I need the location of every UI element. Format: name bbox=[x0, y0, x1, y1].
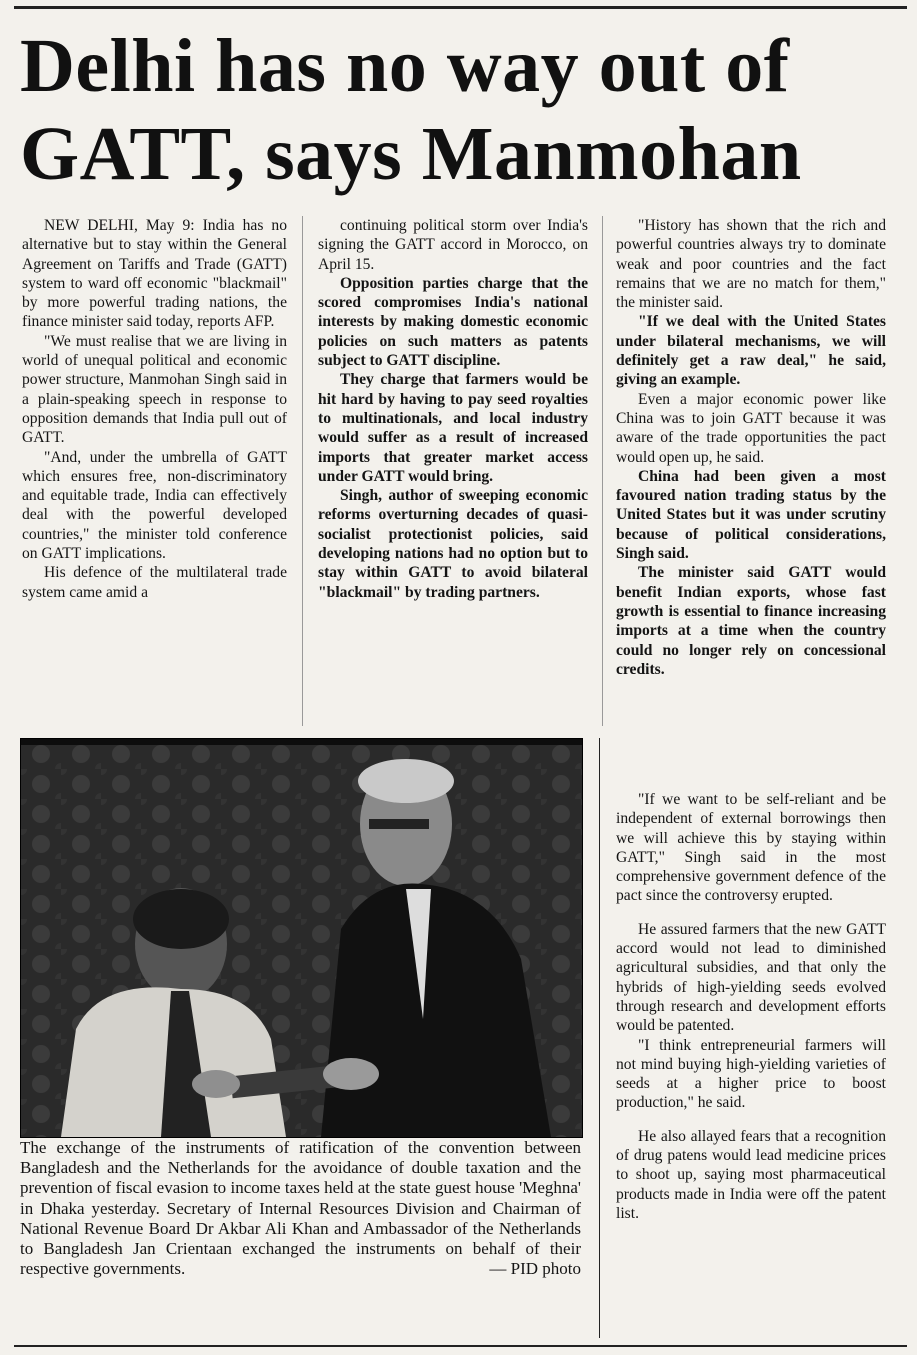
col3-para-8: "I think entrepreneurial farmers will not mind buying high-yielding varieties of seeds at a higher price to boost production," he said. bbox=[616, 1036, 886, 1112]
photo-caption bbox=[20, 1138, 581, 1279]
col1-para-2: "We must realise that we are living in world of unequal political and economic power structure, Manmohan Singh said in a plain-speaking speech in response to opposition demands that India pull out of GATT. bbox=[22, 332, 287, 447]
col3-para-9: He also allayed fears that a recognition of drug patens would lead medicine prices to shoot up, saying most pharmaceutical products made in India were off the patent list. bbox=[616, 1127, 886, 1222]
column-rule-2 bbox=[602, 216, 603, 726]
col3-para-3: Even a major economic power like China was to join GATT because it was aware of the trade opportunities the pact would open up, he said. bbox=[616, 390, 886, 466]
col1-para-3: "And, under the umbrella of GATT which ensures free, non-discriminatory and equitable trade, India can effectively deal with the powerful developed countries," the minister told conference on GATT implications. bbox=[22, 448, 287, 563]
col2-para-3: They charge that farmers would be hit hard by having to pay seed royalties to multinationals, and local industry would suffer as a result of increased imports that greater market access under GATT would bring. bbox=[318, 371, 588, 485]
col2-para-2: Opposition parties charge that the scored compromises India's national interests by making domestic economic policies on such matters as patents subject to GATT discipline. bbox=[318, 274, 588, 370]
article-column-2 bbox=[318, 216, 588, 602]
bottom-rule bbox=[14, 1345, 907, 1347]
col1-para-1: NEW DELHI, May 9: India has no alternative but to stay within the General Agreement on Tariffs and Trade (GATT) system to ward off economic "blackmail" by more powerful trading nations, the finance minister said today, reports AFP. bbox=[22, 217, 287, 331]
caption-text: The exchange of the instruments of ratification of the convention between Bangladesh and the Netherlands for the avoidance of double taxation and the prevention of fiscal evasion to income taxes held at the state guest house 'Meghna' in Dhaka yesterday. Secretary of Internal Resources Division and Chairman of National Revenue Board Dr Akbar Ali Khan and Ambassador of the Netherlands to Bangladesh Jan Crientaan exchanged the instruments on behalf of their respective governments. bbox=[20, 1138, 581, 1279]
article-column-3-bottom bbox=[616, 790, 886, 1223]
col1-para-4: His defence of the multilateral trade system came amid a bbox=[22, 564, 287, 601]
article-column-1 bbox=[22, 216, 287, 602]
photo-credit: — PID photo bbox=[489, 1259, 581, 1279]
col3-para-5: The minister said GATT would benefit Indian exports, whose fast growth is essential to finance increasing imports at a time when the country could no longer rely on concessional credits. bbox=[616, 564, 886, 678]
news-photo bbox=[20, 738, 583, 1138]
top-rule bbox=[14, 6, 907, 9]
col3-para-1: "History has shown that the rich and powerful countries always try to dominate weak and poor countries and the fact remains that we are no match for them," the minister said. bbox=[616, 217, 886, 312]
col2-para-1: continuing political storm over India's signing the GATT accord in Morocco, on April 15. bbox=[318, 217, 588, 273]
col2-para-4: Singh, author of sweeping economic reforms overturning decades of quasi-socialist protectionist policies, said developing nations had no option but to stay within GATT to avoid bilateral "blackmail" by trading partners. bbox=[318, 487, 588, 601]
col3-para-6: "If we want to be self-reliant and be independent of external borrowings then we will achieve this by staying within GATT," Singh said in the most comprehensive government defence of the pact since the controversy erupted. bbox=[616, 791, 886, 905]
column-rule-1 bbox=[302, 216, 303, 726]
news-photo-illustration bbox=[21, 739, 582, 1137]
col3-para-7: He assured farmers that the new GATT accord would not lead to diminished agricultural subsidies, and that only the hybrids of high-yielding seeds evolved through research and development efforts would be patented. bbox=[616, 920, 886, 1035]
headline: Delhi has no way out of GATT, says Manmohan bbox=[20, 24, 802, 196]
col3-para-4: China had been given a most favoured nation trading status by the United States but it was under scrutiny because of political considerations, Singh said. bbox=[616, 467, 886, 563]
col3-para-2: "If we deal with the United States under bilateral mechanisms, we will definitely get a raw deal," he said, giving an example. bbox=[616, 313, 886, 389]
article-column-3-top bbox=[616, 216, 886, 679]
photo-side-rule bbox=[599, 738, 600, 1338]
